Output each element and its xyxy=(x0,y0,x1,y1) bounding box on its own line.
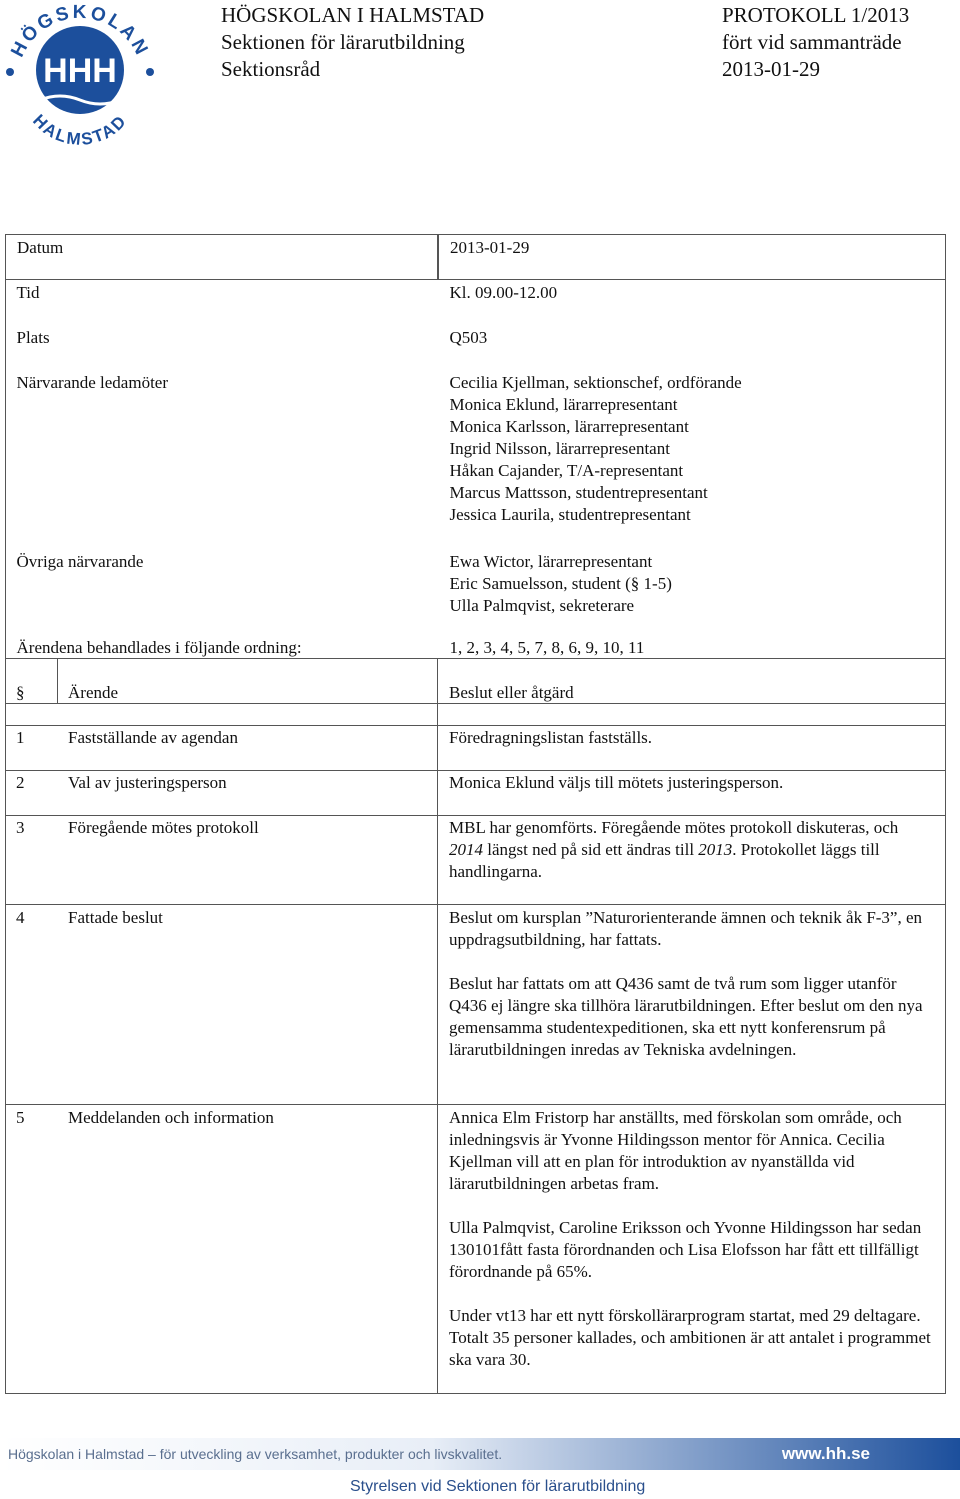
row5-decision xyxy=(449,1107,933,1371)
row4-paragraph: Beslut har fattats om att Q436 samt de två rum som ligger utanför Q436 ej längre ska tillhöra lärarutbildningen. Efter beslut om den nya gemensamma studentexpeditionen, ska ett nytt konferensrum på lärarutbildningen inredas av Tekniska avdelningen. xyxy=(449,974,923,1059)
row3-text-c: längst ned på sid ett ändras till xyxy=(483,840,699,859)
row3-number: 3 xyxy=(16,818,25,837)
plats-value: Q503 xyxy=(449,327,488,347)
header-council: Sektionsråd xyxy=(221,57,321,81)
row5-number: 5 xyxy=(16,1108,25,1127)
row4-decision xyxy=(449,907,927,1061)
list-item: Ulla Palmqvist, sekreterare xyxy=(449,595,635,615)
row1-number: 1 xyxy=(16,728,25,747)
svg-text:HALMSTAD xyxy=(29,111,131,149)
header-protocol-number: PROTOKOLL 1/2013 xyxy=(722,3,910,27)
row3-decision xyxy=(449,817,933,883)
ordning-label: Ärendena behandlades i följande ordning: xyxy=(16,637,302,657)
row5-paragraph: Ulla Palmqvist, Caroline Eriksson och Yvonne Hildingsson har sedan 130101fått fasta förordnanden och Lisa Elofsson har fått ett tillfälligt förordnande på 65%. xyxy=(449,1218,922,1281)
row3-text-b: 2014 xyxy=(449,840,483,859)
footer-board: Styrelsen vid Sektionen för lärarutbildning xyxy=(350,1478,646,1495)
header-left xyxy=(221,2,484,83)
list-item: Jessica Laurila, studentrepresentant xyxy=(449,504,691,524)
logo-emblem-text: HHH xyxy=(43,52,117,90)
datum-label: Datum xyxy=(6,235,439,280)
row4-number: 4 xyxy=(16,908,25,927)
footer-slogan: Högskolan i Halmstad – för utveckling av verksamhet, produkter och livskvalitet. xyxy=(8,1446,503,1462)
row3-title: Föregående mötes protokoll xyxy=(68,818,259,837)
row5-paragraph: Under vt13 har ett nytt förskollärarprogram startat, med 29 deltagare. Totalt 35 personer kallades, och ambitionen är att antalet i programmet ska vara 30. xyxy=(449,1306,931,1369)
row2-decision: Monica Eklund väljs till mötets justeringsperson. xyxy=(449,773,784,792)
ledamoter-list xyxy=(439,370,946,549)
header-right xyxy=(722,2,909,83)
list-item: Monica Karlsson, lärarrepresentant xyxy=(449,416,689,436)
page-footer xyxy=(0,1438,960,1499)
col-paragraph: § xyxy=(16,683,25,702)
row5-paragraph: Annica Elm Fristorp har anställts, med förskolan som område, och inledningsvis är Yvonne Hildingsson mentor för Annica. Cecilia Kjellman vill att en plan för introduktion av nyanställda vid lärarutbildningen arbetas fram. xyxy=(449,1108,902,1193)
row1-decision: Föredragningslistan fastställs. xyxy=(449,728,653,747)
col-beslut: Beslut eller åtgärd xyxy=(449,683,574,702)
row5-title: Meddelanden och information xyxy=(68,1108,274,1127)
col-arende: Ärende xyxy=(68,683,119,702)
plats-label: Plats xyxy=(16,327,50,347)
row4-paragraph: Beslut om kursplan ”Naturorienterande ämnen och teknik åk F-3”, en uppdragsutbildning, har fattats. xyxy=(449,908,923,949)
row3-text-d: 2013 xyxy=(698,840,733,859)
list-item: Ingrid Nilsson, lärarrepresentant xyxy=(449,438,670,458)
row1-title: Fastställande av agendan xyxy=(68,728,238,747)
list-item: Håkan Cajander, T/A-representant xyxy=(449,460,684,480)
ovriga-list xyxy=(439,549,946,637)
row2-title: Val av justeringsperson xyxy=(68,773,227,792)
list-item: Ewa Wictor, lärarrepresentant xyxy=(449,551,653,571)
row2-number: 2 xyxy=(16,773,25,792)
logo-top-text: HÖGSKOLAN xyxy=(7,1,153,61)
meeting-info-table xyxy=(5,234,946,659)
row4-title: Fattade beslut xyxy=(68,908,163,927)
logo-bottom-text: HALMSTAD xyxy=(29,110,131,150)
footer-website-link[interactable]: www.hh.se xyxy=(781,1444,870,1463)
header-date: 2013-01-29 xyxy=(722,57,820,81)
list-item: Marcus Mattsson, studentrepresentant xyxy=(449,482,708,502)
ledamoter-label: Närvarande ledamöter xyxy=(16,372,168,392)
university-logo-icon xyxy=(0,0,160,160)
row3-text-a: MBL har genomförts. Föregående mötes protokoll diskuteras, och xyxy=(449,818,899,837)
datum-value: 2013-01-29 xyxy=(439,235,946,280)
header-university: HÖGSKOLAN I HALMSTAD xyxy=(221,3,485,27)
header-meeting-type: fört vid sammanträde xyxy=(722,30,902,54)
ovriga-label: Övriga närvarande xyxy=(16,551,144,571)
header-section: Sektionen för lärarutbildning xyxy=(221,30,465,54)
tid-label: Tid xyxy=(16,283,40,302)
list-item: Monica Eklund, lärarrepresentant xyxy=(449,394,678,414)
list-item: Cecilia Kjellman, sektionschef, ordförande xyxy=(449,372,742,392)
tid-value: Kl. 09.00-12.00 xyxy=(449,283,558,302)
row3-text-e: . Protokollet läggs till handlingarna. xyxy=(449,840,880,881)
list-item: Eric Samuelsson, student (§ 1-5) xyxy=(449,573,672,593)
ordning-value: 1, 2, 3, 4, 5, 7, 8, 6, 9, 10, 11 xyxy=(449,637,645,657)
